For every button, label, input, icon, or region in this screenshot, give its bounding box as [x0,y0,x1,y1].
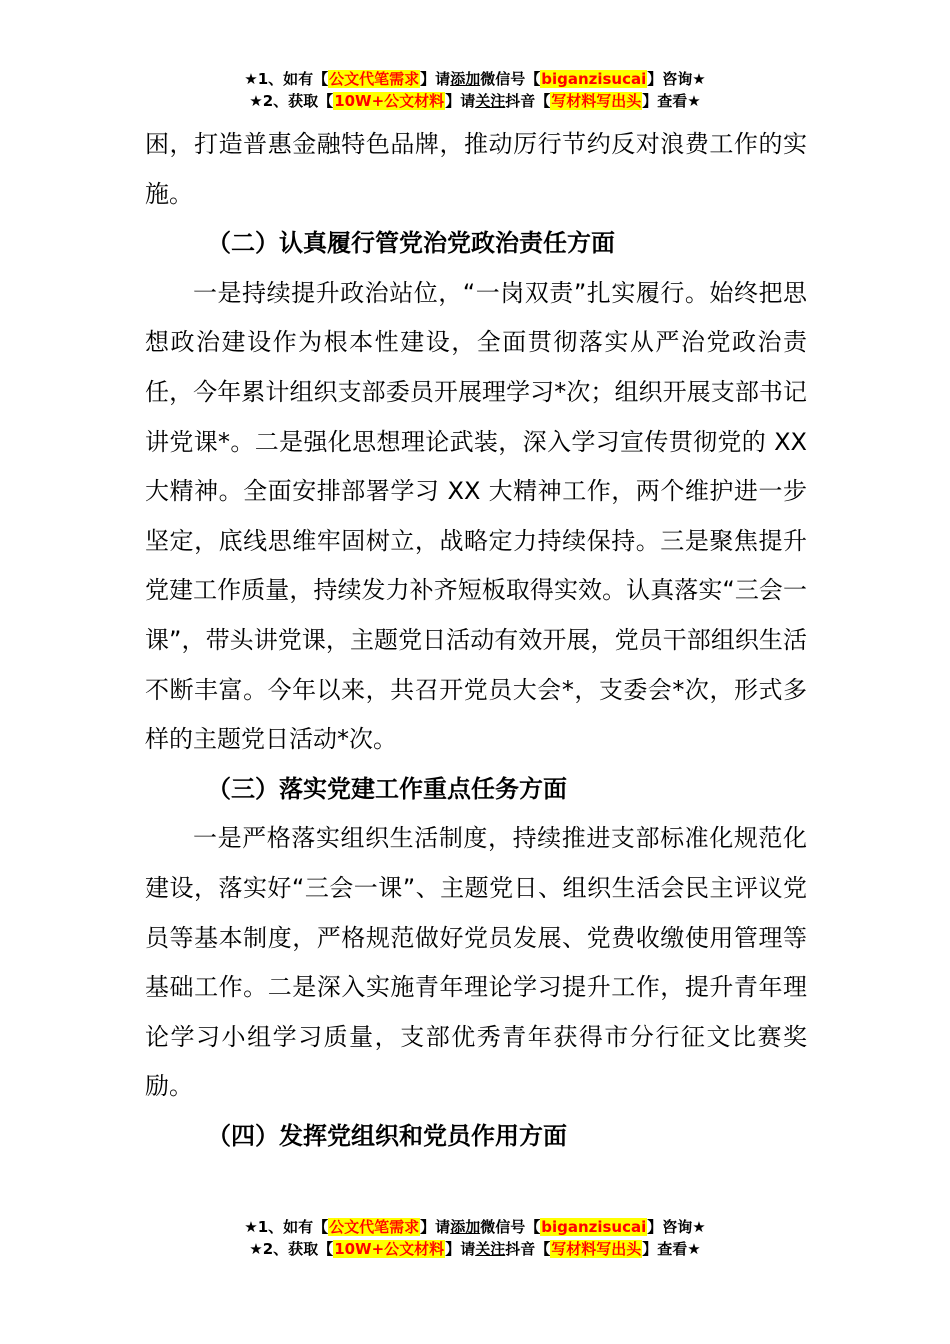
promo-line-1 [0,1216,950,1238]
promo-text: 】请 [420,70,451,88]
promo-highlight: 写材料写出头 [551,1240,642,1258]
document-body [145,120,807,1161]
promo-text: 】查看★ [642,1240,701,1258]
promo-highlight: 写材料写出头 [551,92,642,110]
paragraph-section-3: 一是严格落实组织生活制度，持续推进支部标准化规范化建设，落实好“三会一课”、主题党日、组织生活会民主评议党员等基本制度，严格规范做好党员发展、党费收缴使用管理等基础工作。二是深入实施青年理论学习提升工作，提升青年理论学习小组学习质量，支部优秀青年获得市分行征文比赛奖励。 [145,824,807,1101]
paragraph-continuation: 困，打造普惠金融特色品牌，推动厉行节约反对浪费工作的实施。 [145,130,807,208]
promo-text: 】查看★ [642,92,701,110]
promo-text: 微信号【 [480,70,541,88]
section-heading-2: （二）认真履行管党治党政治责任方面 [207,229,615,258]
promo-text: 抖音【 [505,92,551,110]
promo-banner-top [0,68,950,112]
promo-highlight: biganzisucai [541,1218,647,1236]
promo-text: 微信号【 [480,1218,541,1236]
promo-underline: 添加 [450,1218,481,1236]
promo-underline: 关注 [475,92,506,110]
promo-banner-bottom [0,1216,950,1260]
section-heading-4: （四）发挥党组织和党员作用方面 [207,1121,567,1150]
promo-underline: 添加 [450,70,481,88]
promo-text: 抖音【 [505,1240,551,1258]
promo-text: 】咨询★ [647,70,706,88]
promo-text: 】咨询★ [647,1218,706,1236]
promo-highlight: 公文代笔需求 [329,1218,420,1236]
promo-highlight: 10W+公文材料 [334,1240,445,1258]
promo-text: ★1、如有【 [244,1218,329,1236]
promo-highlight: 公文代笔需求 [329,70,420,88]
promo-highlight: 10W+公文材料 [334,92,445,110]
promo-line-2 [0,90,950,112]
promo-text: 】请 [445,1240,476,1258]
promo-text: ★1、如有【 [244,70,329,88]
section-heading-3: （三）落实党建工作重点任务方面 [207,774,567,803]
promo-text: 】请 [420,1218,451,1236]
paragraph-section-2: 一是持续提升政治站位，“一岗双责”扎实履行。始终把思想政治建设作为根本性建设，全面贯彻落实从严治党政治责任，今年累计组织支部委员开展理学习*次；组织开展支部书记讲党课*。二是强化思想理论武装，深入学习宣传贯彻党的 XX 大精神。全面安排部署学习 XX 大精神工作，两个维护进一步坚定，底线思维牢固树立，战略定力持续保持。三是聚焦提升党建工作质量，持续发力补齐短板取得实效。认真落实“三会一课”，带头讲党课，主题党日活动有效开展，党员干部组织生活不断丰富。今年以来，共召开党员大会*，支委会*次，形式多样的主题党日活动*次。 [145,278,807,754]
promo-underline: 关注 [475,1240,506,1258]
promo-text: ★2、获取【 [249,1240,334,1258]
promo-text: 】请 [445,92,476,110]
promo-line-1 [0,68,950,90]
promo-line-2 [0,1238,950,1260]
promo-highlight: biganzisucai [541,70,647,88]
promo-text: ★2、获取【 [249,92,334,110]
